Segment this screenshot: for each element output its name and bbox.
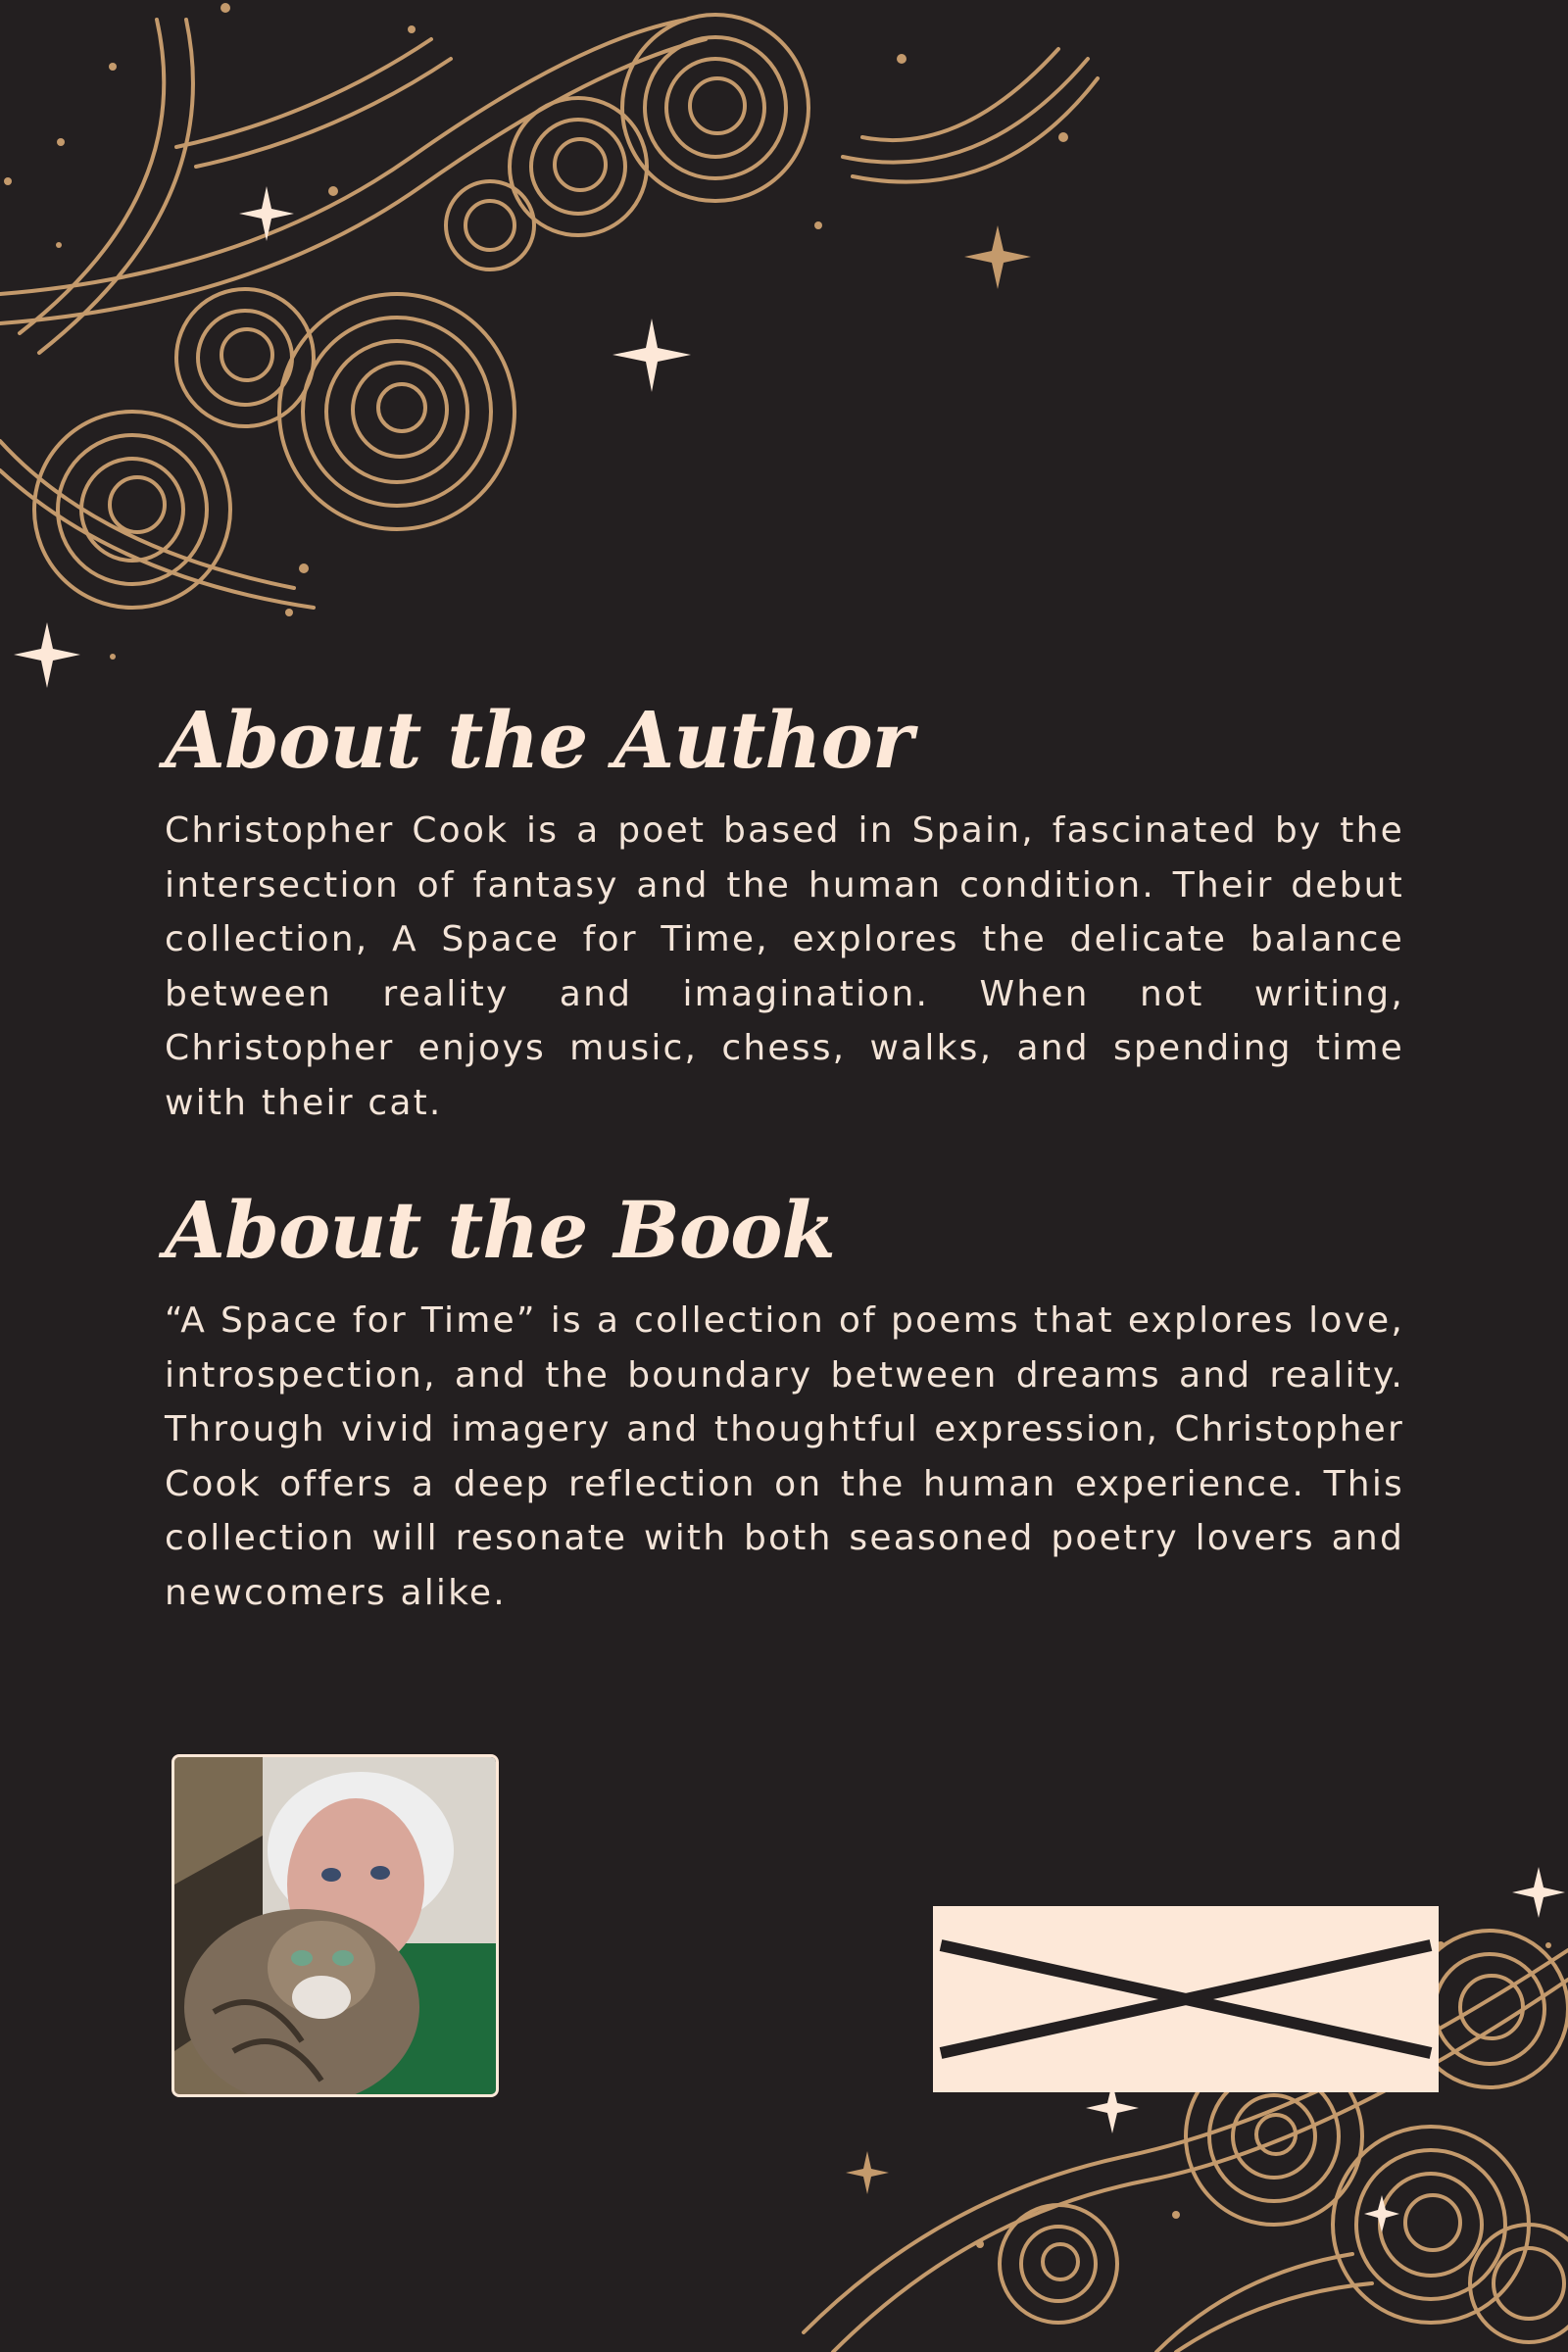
sparkle-star-icon (239, 186, 294, 241)
author-photo (172, 1754, 499, 2097)
sparkle-star-icon (14, 622, 80, 688)
sparkle-star-icon (1512, 1867, 1565, 1918)
barcode-placeholder (933, 1906, 1439, 2092)
about-book-heading: About the Book (165, 1184, 835, 1276)
sparkle-star-icon (1364, 2195, 1399, 2232)
sparkle-star-icon (964, 225, 1031, 289)
about-author-text: Christopher Cook is a poet based in Spain, fascinated by the intersection of fantasy and the human condition. Their debut collection, A Space for Time, explores the delicate balance between reality and imagination. When not writing, Christopher enjoys music, chess, walks, and spending time with their cat. (165, 810, 1404, 1123)
top-swirl-group (0, 15, 1098, 608)
about-book-text: “A Space for Time” is a collection of poems that explores love, introspection, and the boundary between dreams and reality. Through vivid imagery and thoughtful expression, Christopher Cook offers a deep reflection on the human experience. This collection will resonate with both seasoned poetry lovers and newcomers alike. (165, 1300, 1404, 1613)
sparkle-star-icon (846, 2151, 889, 2194)
sparkle-star-icon (612, 318, 691, 392)
about-author-heading: About the Author (165, 694, 913, 786)
